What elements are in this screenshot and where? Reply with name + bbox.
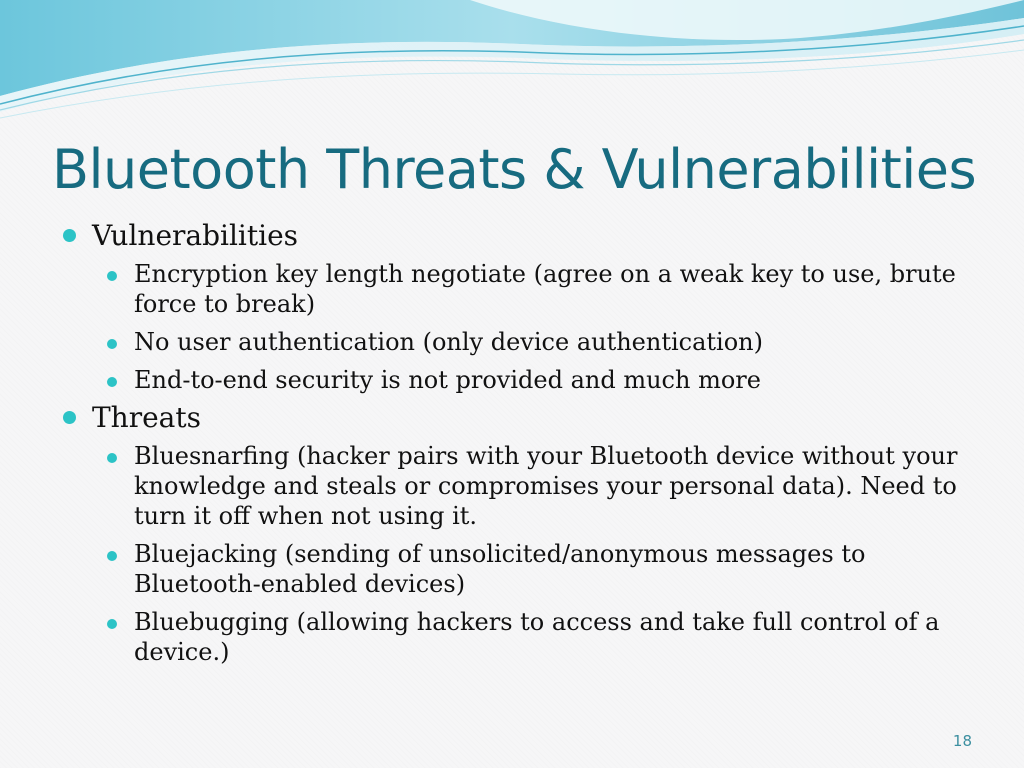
slide-content [60,217,960,671]
list-item-text: Encryption key length negotiate (agree on a weak key to use, brute force to break) [134,260,956,318]
sub-bullet-list [92,259,960,395]
section-heading: Threats [92,401,201,434]
bullet-dot-icon [107,339,117,349]
bullet-dot-icon [107,453,117,463]
list-item-text: No user authentication (only device authentication) [134,328,764,356]
bullet-dot-icon [107,271,117,281]
list-item [92,365,960,395]
list-item [92,259,960,319]
list-item-text: Bluejacking (sending of unsolicited/anonymous messages to Bluetooth-enabled devices) [134,540,866,598]
list-item [92,327,960,357]
bullet-dot-icon [107,551,117,561]
list-item [92,607,960,667]
sub-bullet-list [92,441,960,667]
bullet-dot-icon [107,377,117,387]
bullet-dot-icon [107,619,117,629]
bullet-dot-icon [63,229,76,242]
section-heading: Vulnerabilities [92,219,299,252]
bullet-list [60,217,960,667]
header-wave-decoration [0,0,1024,130]
list-item [92,441,960,531]
list-item-text: End-to-end security is not provided and much more [134,366,761,394]
page-number: 18 [952,732,972,750]
section-vulnerabilities [60,217,960,395]
section-threats [60,399,960,667]
list-item-text: Bluebugging (allowing hackers to access and take full control of a device.) [134,608,940,666]
list-item [92,539,960,599]
list-item-text: Bluesnarfing (hacker pairs with your Bluetooth device without your knowledge and steals or compromises your personal data). Need to turn it off when not using it. [134,442,958,530]
slide-title: Bluetooth Threats & Vulnerabilities [52,138,977,201]
bullet-dot-icon [63,411,76,424]
